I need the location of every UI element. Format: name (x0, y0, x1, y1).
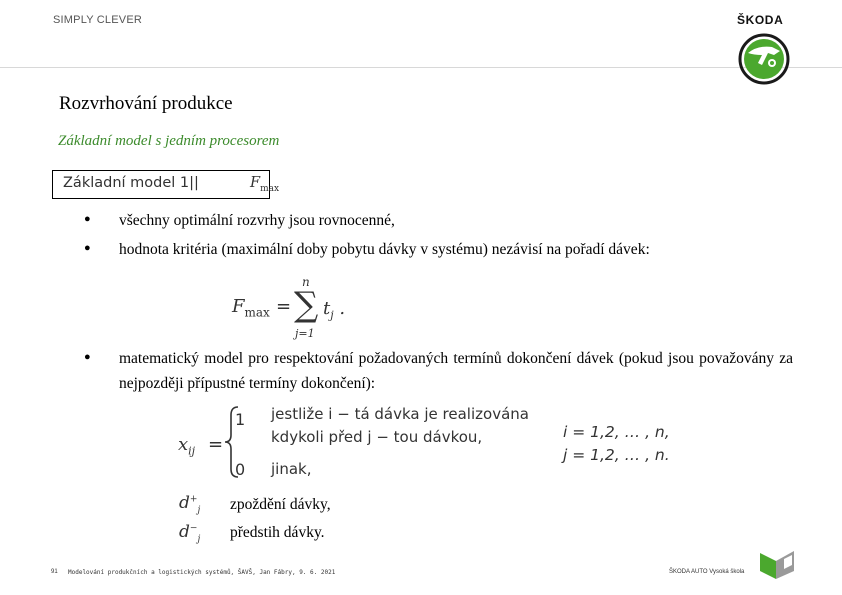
bullet-text-1: všechny optimální rozvrhy jsou rovnocenné, (119, 212, 395, 229)
bullet-text-2: hodnota kritéria (maximální doby pobytu dávky v systému) nezávisí na pořadí dávek: (119, 241, 650, 258)
slide-subtitle: Základní model s jedním procesorem (58, 133, 280, 149)
skoda-logo-icon (738, 33, 790, 85)
case-value-one: 1 (235, 410, 246, 429)
delay-sup: + (189, 494, 198, 505)
bullet-dot: ● (84, 213, 91, 225)
model-box (52, 170, 280, 199)
fmax-symbol: F (232, 296, 245, 317)
green-flag-icon (760, 551, 794, 579)
delay-sub: j (197, 505, 201, 516)
formula-fmax-lhs (232, 296, 270, 320)
formula-x-equals: = (208, 434, 224, 455)
term-symbol: t (323, 298, 331, 319)
definition-symbol-advance (179, 522, 200, 544)
sum-sign: ∑ (294, 285, 319, 325)
case-value-zero: 0 (235, 460, 246, 479)
formula-equals: = (276, 296, 292, 317)
slogan: SIMPLY CLEVER (53, 14, 143, 26)
header-divider (0, 67, 842, 68)
bullet-text-3: matematický model pro respektování požadovaných termínů dokončení dávek (pokud jsou považovány za nejpozději přípustné termíny dokončení): (119, 350, 793, 392)
definition-text-delay: zpoždění dávky, (230, 496, 331, 513)
model-box-text: Základní model 1|| (63, 175, 199, 191)
case-one-line-1: jestliže i − tá dávka je realizována (271, 405, 529, 423)
sum-upper-limit: n (302, 275, 310, 289)
footer-brand: ŠKODA AUTO Vysoká škola (669, 569, 745, 575)
advance-sub: j (197, 534, 201, 545)
model-box-math (250, 175, 279, 194)
term-sub: j (330, 308, 334, 322)
sum-lower-limit: j=1 (295, 327, 315, 340)
bullet-dot: ● (84, 242, 91, 254)
model-box-symbol: F (250, 175, 261, 191)
bullet-dot: ● (84, 351, 91, 363)
advance-d: d (179, 522, 190, 542)
model-box-sub: max (260, 183, 280, 194)
delay-d: d (179, 493, 190, 513)
footer-text: Modelování produkčních a logistických systémů, ŠAVŠ, Jan Fábry, 9. 6. 2021 (68, 569, 336, 576)
brand-name: ŠKODA (737, 13, 784, 27)
case-one-line-2: kdykoli před j − tou dávkou, (271, 428, 483, 446)
definition-symbol-delay (179, 493, 200, 515)
range-i: i = 1,2, … , n, (563, 423, 670, 441)
formula-x-lhs (178, 434, 195, 458)
x-sub: ij (188, 444, 196, 458)
sum-term (323, 298, 345, 322)
page-number: 91 (51, 569, 58, 575)
slide-title: Rozvrhování produkce (59, 93, 233, 114)
range-j: j = 1,2, … , n. (563, 446, 670, 464)
definition-text-advance: předstih dávky. (230, 524, 325, 541)
x-symbol: x (178, 434, 189, 455)
case-zero-text: jinak, (271, 460, 312, 478)
advance-sup: − (189, 523, 198, 534)
term-tail: . (333, 298, 346, 319)
fmax-sub: max (244, 305, 270, 320)
